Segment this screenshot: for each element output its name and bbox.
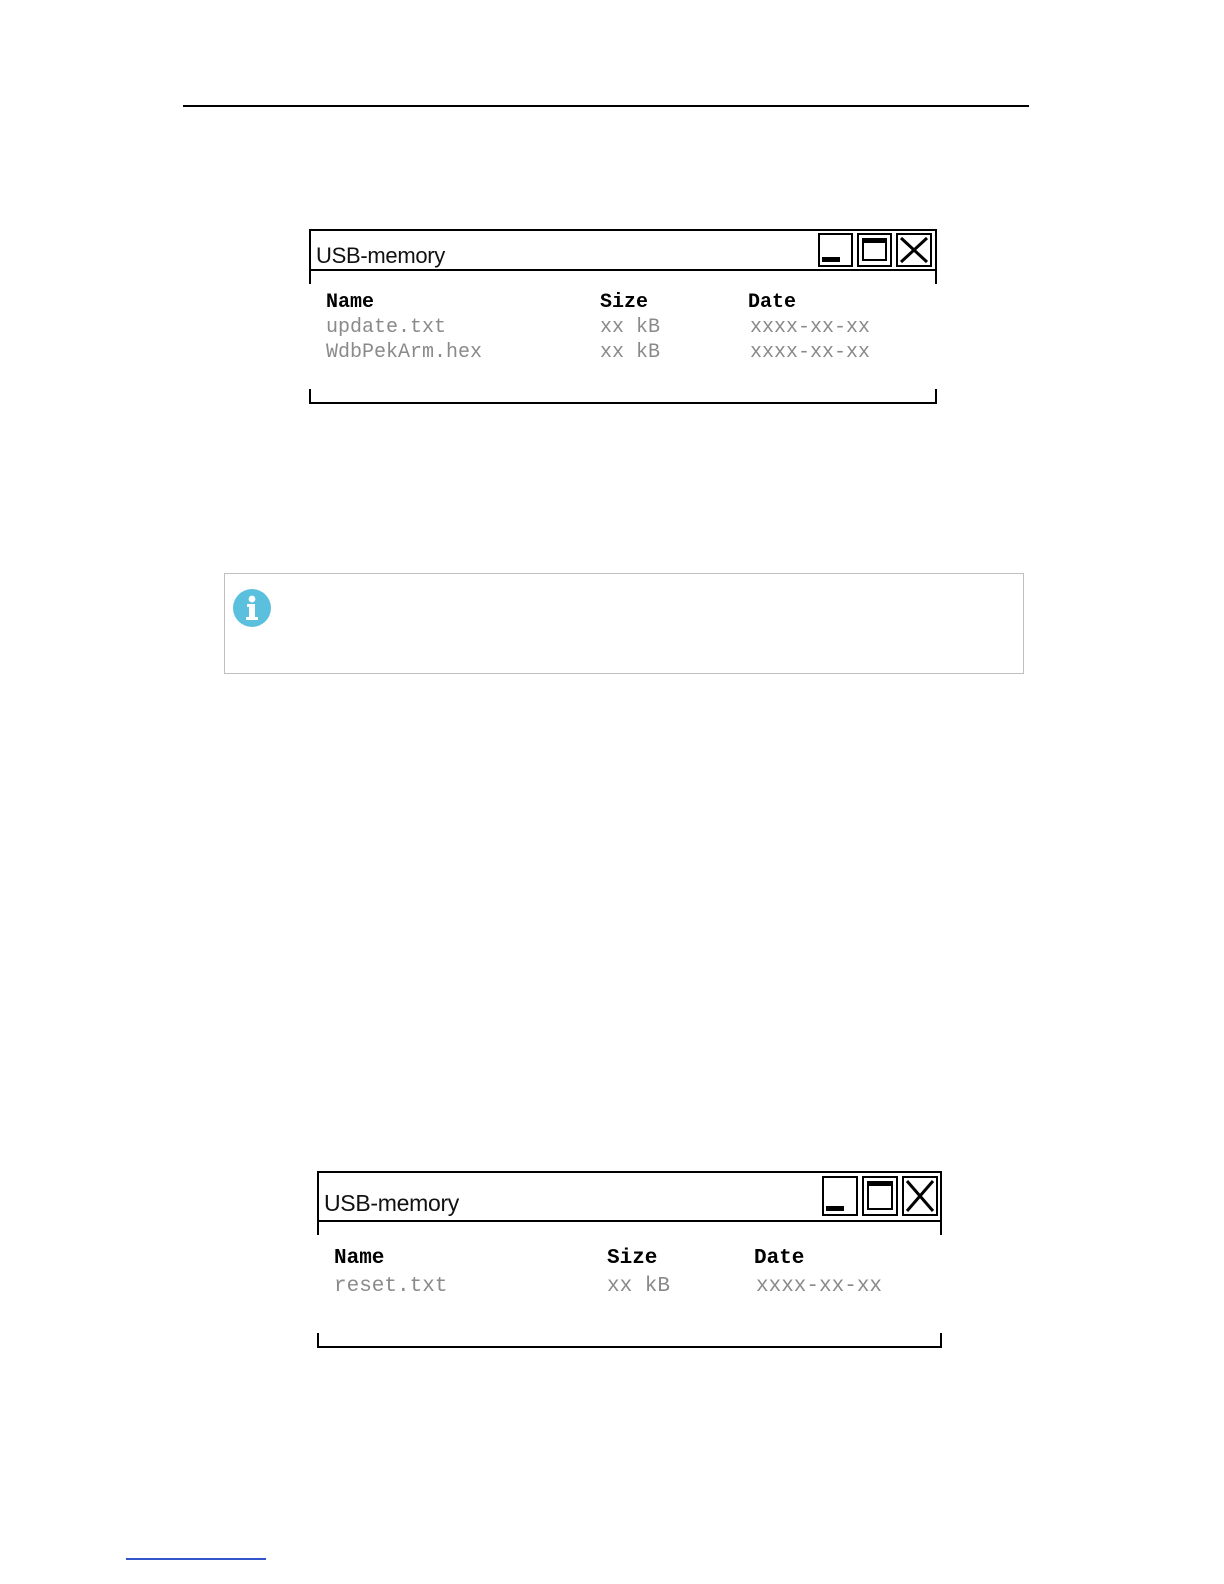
file-size: xx kB — [607, 1275, 671, 1298]
maximize-button[interactable] — [857, 233, 892, 267]
file-name: reset.txt — [334, 1275, 448, 1298]
file-date: xxxx-xx-xx — [750, 341, 871, 364]
file-size: xx kB — [600, 341, 661, 364]
window-title: USB-memory — [316, 243, 446, 268]
file-name: WdbPekArm.hex — [326, 341, 483, 364]
info-note — [224, 573, 1024, 674]
close-icon — [898, 235, 930, 265]
close-button[interactable] — [896, 233, 932, 267]
usb-memory-window — [317, 1171, 942, 1349]
column-header-date[interactable]: Date — [754, 1247, 805, 1270]
column-header-size[interactable]: Size — [600, 291, 649, 314]
column-header-date[interactable]: Date — [748, 291, 797, 314]
minimize-button[interactable] — [818, 233, 853, 267]
file-name: update.txt — [326, 316, 447, 339]
file-date: xxxx-xx-xx — [750, 316, 871, 339]
maximize-button[interactable] — [862, 1176, 898, 1216]
usb-memory-window — [309, 229, 937, 405]
minimize-icon — [826, 1206, 844, 1211]
file-list — [334, 1245, 934, 1305]
column-header-size[interactable]: Size — [607, 1247, 658, 1270]
footer-link-underline[interactable] — [126, 1558, 266, 1560]
column-header-name[interactable]: Name — [334, 1247, 385, 1270]
minimize-icon — [822, 257, 840, 262]
close-icon — [904, 1178, 936, 1214]
header-rule — [183, 105, 1029, 107]
window-title: USB-memory — [324, 1190, 460, 1216]
file-list — [326, 290, 926, 370]
close-button[interactable] — [902, 1176, 938, 1216]
file-size: xx kB — [600, 316, 661, 339]
maximize-icon — [867, 1181, 893, 1210]
maximize-icon — [862, 238, 887, 261]
minimize-button[interactable] — [822, 1176, 858, 1216]
info-icon — [233, 589, 271, 627]
file-date: xxxx-xx-xx — [756, 1275, 883, 1298]
column-header-name[interactable]: Name — [326, 291, 375, 314]
